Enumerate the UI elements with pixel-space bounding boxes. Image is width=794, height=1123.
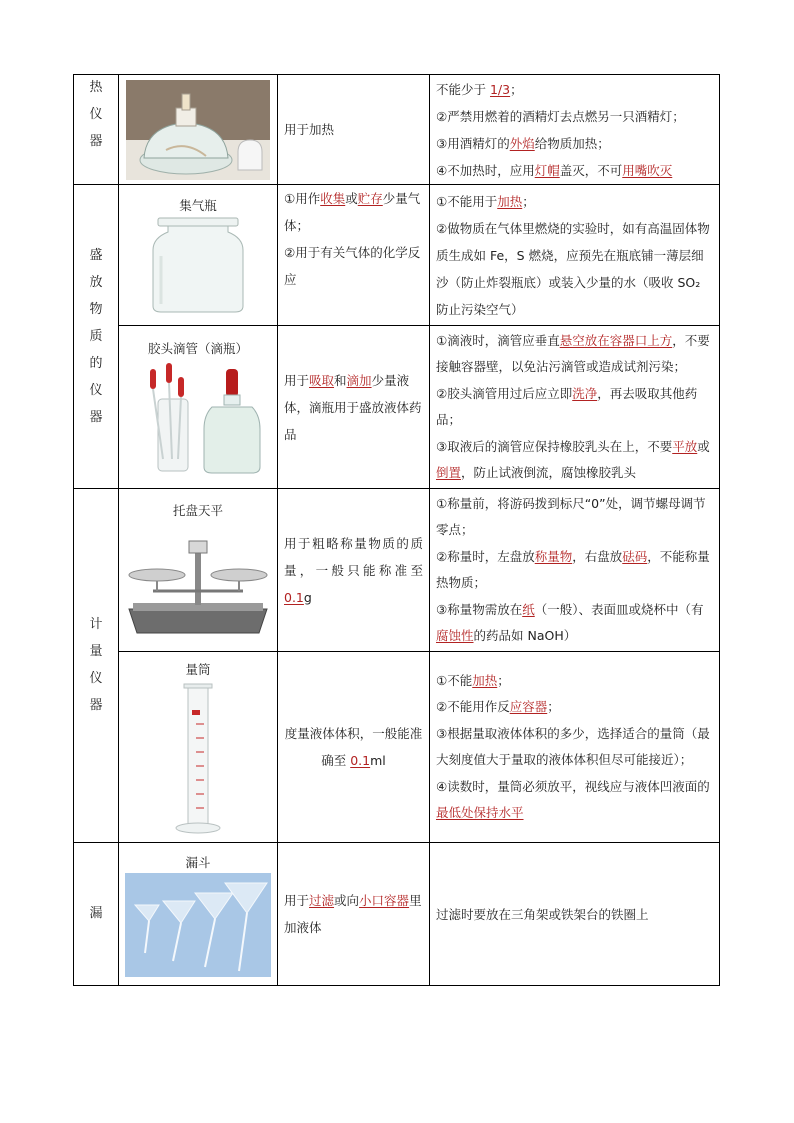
alcohol-lamp-notes xyxy=(430,75,720,185)
cylinder-use: 度量液体体积，一般能准确至 0.1ml xyxy=(278,652,430,843)
category-heating xyxy=(74,75,119,185)
alcohol-lamp-image xyxy=(126,80,270,180)
category-char: 热 xyxy=(89,80,103,95)
dropper-notes: ①滴液时，滴管应垂直悬空放在容器口上方，不要接触容器壁，以免沾污滴管或造成试剂污染； ②胶头滴管用过后应立即洗净，再去吸取其他药品； ③取液后的滴管应保持橡胶乳头在上，不要平放或倒置，防止试液倒流，腐蚀橡胶乳头 xyxy=(430,326,720,489)
note-line: ③用酒精灯的外焰给物质加热； xyxy=(436,136,610,151)
row-funnel xyxy=(74,843,720,986)
row-cylinder xyxy=(74,652,720,843)
gas-bottle-image xyxy=(143,216,253,316)
row-alcohol-lamp xyxy=(74,75,720,185)
balance-notes: ①称量前，将游码拨到标尺“0”处，调节螺母调节零点； ②称量时，左盘放称量物，右盘放砝码，不能称量热物质； ③称量物需放在纸（一般）、表面皿或烧杯中（有腐蚀性的药品如 NaOH） xyxy=(430,489,720,652)
alcohol-lamp-use: 用于加热 xyxy=(278,75,430,185)
note-line: ②严禁用燃着的酒精灯去点燃另一只酒精灯； xyxy=(436,109,685,124)
cylinder-notes: ①不能加热； ②不能用作反应容器； ③根据量取液体体积的多少，选择适合的量筒（最大刻度值大于量取的液体体积但尽可能接近）； ④读数时，量筒必须放平，视线应与液体凹液面的最低处保持水平 xyxy=(430,652,720,843)
dropper-image xyxy=(128,359,268,477)
balance-use: 用于粗略称量物质的质量，一般只能称准至 0.1g xyxy=(278,489,430,652)
category-char: 器 xyxy=(89,134,103,149)
note-line: 不能少于 1/3； xyxy=(436,82,523,97)
dropper-use: 用于吸取和滴加少量液体，滴瓶用于盛放液体药品 xyxy=(278,326,430,489)
dropper-caption: 胶头滴管（滴瓶） xyxy=(147,341,248,356)
category-container: 盛 放 物 质 的 仪 器 xyxy=(74,185,119,489)
row-gas-bottle xyxy=(74,185,720,326)
category-char: 仪 xyxy=(89,107,103,122)
gas-bottle-image-cell xyxy=(119,185,278,326)
cylinder-image-cell xyxy=(119,652,278,843)
cylinder-image xyxy=(168,680,228,836)
balance-image-cell xyxy=(119,489,278,652)
gas-bottle-notes: ①不能用于加热； ②做物质在气体里燃烧的实验时，如有高温固体物质生成如 Fe，S 燃烧，应预先在瓶底铺一薄层细沙（防止炸裂瓶底）或装入少量的水（吸收 SO₂ 防止污染空气） xyxy=(430,185,720,326)
note-line: ④不加热时，应用灯帽盖灭，不可用嘴吹灭 xyxy=(436,163,673,178)
balance-image xyxy=(123,521,273,641)
funnel-image-cell xyxy=(119,843,278,986)
balance-caption: 托盘天平 xyxy=(172,503,223,518)
funnel-notes: 过滤时要放在三角架或铁架台的铁圈上 xyxy=(430,843,720,986)
dropper-image-cell xyxy=(119,326,278,489)
cylinder-caption: 量筒 xyxy=(185,662,211,677)
gas-bottle-use: ①用作收集或贮存少量气体； ②用于有关气体的化学反应 xyxy=(278,185,430,326)
funnel-image xyxy=(125,873,271,977)
row-dropper xyxy=(74,326,720,489)
row-balance xyxy=(74,489,720,652)
funnel-use: 用于过滤或向小口容器里加液体 xyxy=(278,843,430,986)
alcohol-lamp-image-cell xyxy=(119,75,278,185)
category-measuring: 计 量 仪 器 xyxy=(74,489,119,843)
funnel-caption: 漏斗 xyxy=(185,855,211,870)
gas-bottle-caption: 集气瓶 xyxy=(179,198,217,213)
instrument-table xyxy=(73,74,720,986)
category-funnel: 漏 xyxy=(74,843,119,986)
